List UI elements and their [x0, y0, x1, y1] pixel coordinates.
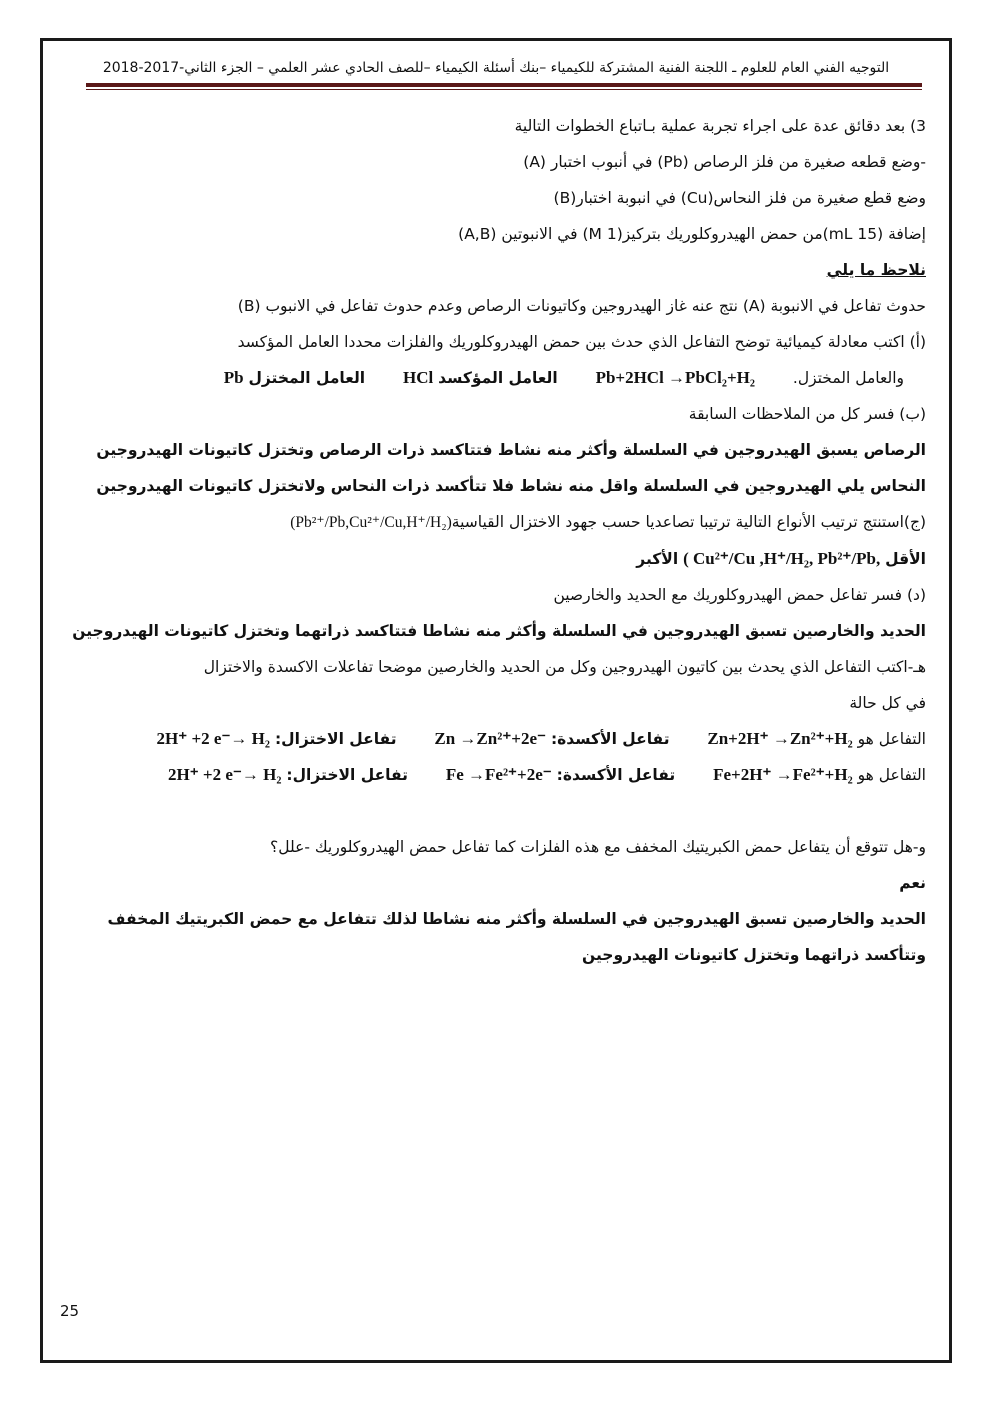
zn-reduction-label: تفاعل الاختزال: [274, 730, 397, 748]
answer-c-least: الأقل [885, 550, 926, 568]
answer-f-line-1: الحديد والخارصين تسبق الهيدروجين في السلسلة وأكثر منه نشاطا لذلك تتفاعل مع حمض الكبريتيك المخفف [107, 910, 926, 928]
intro-line-3: وضع قطع صغيرة من فلز النحاس(Cu) في انبوبة اختبار(B) [553, 189, 926, 207]
answer-b-line-2: النحاس يلي الهيدروجين في السلسلة واقل منه نشاط فلا تتأكسد ذرات النحاس ولاتختزل كاتيونات الهيدروجين [96, 477, 926, 495]
answer-e-zinc [70, 721, 926, 757]
observation-text: حدوث تفاعل في الانبوبة (A) نتج عنه غاز الهيدروجين وكاتيونات الرصاص وعدم حدوث تفاعل في الانبوب (B) [237, 297, 926, 315]
answer-d: الحديد والخارصين تسبق الهيدروجين في السلسلة وأكثر منه نشاطا فتتاكسد ذراتهما وتختزل كاتيونات الهيدروجين [72, 622, 926, 640]
question-a-line-2 [70, 360, 926, 396]
answer-c [70, 541, 926, 577]
fe-reduction-label: تفاعل الاختزال: [286, 766, 408, 784]
reducer-value: Pb [223, 368, 244, 387]
page-content [70, 108, 926, 973]
question-f: و-هل تتوقع أن يتفاعل حمض الكبريتيك المخفف مع هذه الفلزات كما تفاعل حمض الهيدروكلوريك -علل؟ [270, 838, 926, 856]
zn-reaction-prefix: التفاعل هو [857, 730, 926, 748]
question-c [70, 504, 926, 541]
zn-oxidation-label: تفاعل الأكسدة: [550, 730, 670, 748]
page-header: التوجيه الفني العام للعلوم ـ اللجنة الفنية المشتركة للكيمياء –بنك أسئلة الكيمياء –للصف الحادي عشر العلمي – الجزء الثاني-2017-2018 [102, 60, 890, 76]
answer-b-line-1: الرصاص يسبق الهيدروجين في السلسلة وأكثر منه نشاط فتتاكسد ذرات الرصاص وتختزل كاتيونات الهيدروجين [96, 441, 926, 459]
fe-reduction-half: 2H⁺ +2 e⁻→ H₂ [167, 765, 282, 784]
question-c-species: (Pb²⁺/Pb,Cu²⁺/Cu,H⁺/H₂) [290, 514, 452, 531]
observation-heading: نلاحظ ما يلي [826, 261, 926, 279]
question-b: (ب) فسر كل من الملاحظات السابقة [688, 405, 926, 423]
zn-overall-reaction: Zn+2H⁺ →Zn²⁺+H₂ [707, 729, 853, 748]
question-e-line-2: في كل حالة [849, 694, 926, 712]
fe-overall-reaction: Fe+2H⁺ →Fe²⁺+H₂ [713, 765, 853, 784]
intro-line-2: -وضع قطعه صغيرة من فلز الرصاص (Pb) في أنبوب اختبار (A) [523, 153, 926, 171]
fe-oxidation-label: تفاعل الأكسدة: [556, 766, 676, 784]
fe-reaction-prefix: التفاعل هو [857, 766, 926, 784]
intro-line-1: 3) بعد دقائق عدة على اجراء تجربة عملية بـاتباع الخطوات التالية [514, 117, 926, 135]
intro-line-4: إضافة (15 mL)من حمض الهيدروكلوريك بتركيز(1 M) في الانبوتين (A,B) [458, 225, 926, 243]
question-a-continuation: والعامل المختزل. [792, 369, 904, 387]
zn-oxidation-half: Zn →Zn²⁺+2e⁻ [434, 729, 547, 748]
section-spacer [70, 793, 926, 829]
header-divider-thick [86, 83, 922, 87]
question-a-line-1: (أ) اكتب معادلة كيميائية توضح التفاعل الذي حدث بين حمض الهيدروكلوريك والفلزات محددا العامل المؤكسد [237, 333, 926, 351]
reducer-label: العامل المختزل [248, 369, 366, 387]
question-c-text: (ج)استنتج ترتيب الأنواع التالية ترتيبا تصاعديا حسب جهود الاختزال القياسية [451, 513, 926, 531]
page-number: 25 [60, 1302, 80, 1320]
answer-a-equation: Pb+2HCl →PbCl₂+H₂ [595, 368, 756, 387]
answer-c-most: الأكبر [636, 550, 679, 568]
question-d: (د) فسر تفاعل حمض الهيدروكلوريك مع الحديد والخارصين [553, 586, 926, 604]
oxidizer-value: HCl [403, 368, 434, 387]
zn-reduction-half: 2H⁺ +2 e⁻→ H₂ [156, 729, 270, 748]
answer-f-line-2: وتتأكسد ذراتهما وتختزل كاتيونات الهيدروجين [582, 946, 926, 964]
oxidizer-label: العامل المؤكسد [438, 369, 558, 387]
answer-f-yes: نعم [899, 874, 926, 892]
answer-c-order: ( Cu²⁺/Cu ,H⁺/H₂, Pb²⁺/Pb, [683, 549, 881, 568]
header-divider-thin [86, 89, 922, 90]
question-e-line-1: هـ-اكتب التفاعل الذي يحدث بين كاتيون الهيدروجين وكل من الحديد والخارصين موضحا تفاعلات الاكسدة والاختزال [203, 658, 926, 676]
fe-oxidation-half: Fe →Fe²⁺+2e⁻ [445, 765, 552, 784]
answer-e-iron [70, 757, 926, 793]
observation-heading-row [70, 252, 926, 288]
